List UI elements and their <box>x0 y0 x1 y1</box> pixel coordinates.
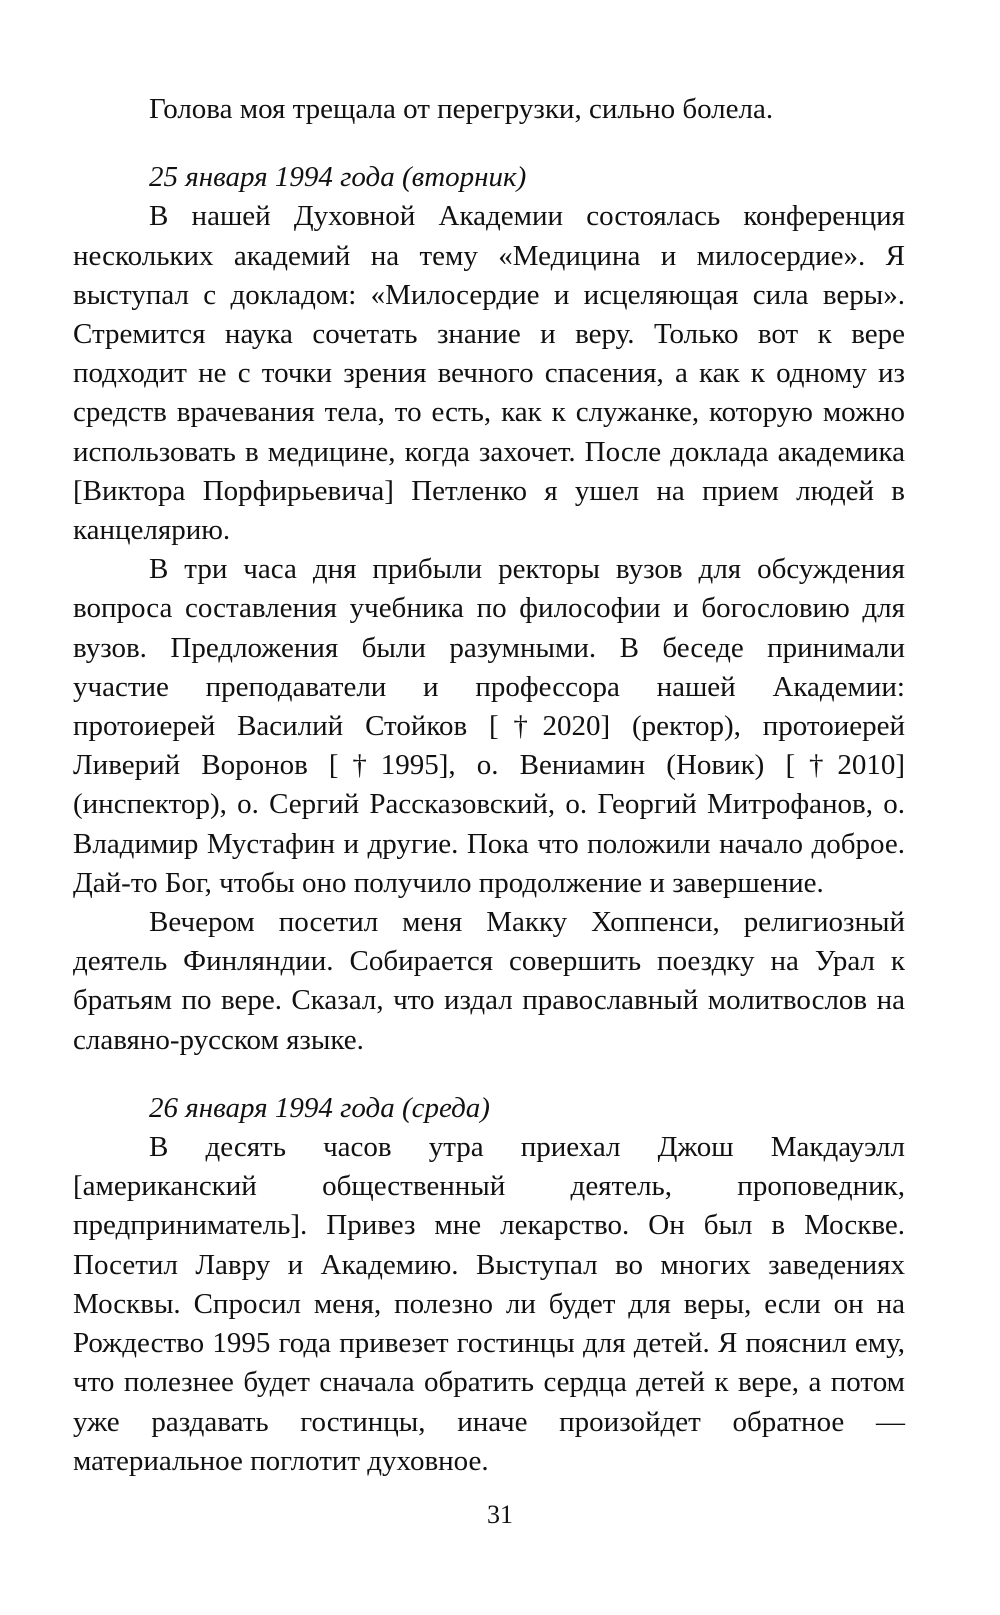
opening-paragraph: Голова моя трещала от перегрузки, сильно болела. <box>149 93 774 125</box>
entry-date: 26 января 1994 года (среда) <box>149 1091 490 1124</box>
entry-paragraph: В три часа дня прибыли ректоры вузов для обсуждения вопроса составления учебника по философии и богословию для вузов. Предложения были разумными. В беседе принимали участие преподаватели и профессора нашей Академии: протоиерей Василий Стойков [†2020] (ректор), протоиерей Ливерий Воронов [†1995], о. Вениамин (Новик) [†2010] (инспектор), о. Сергий Рассказовский, о. Георгий Митрофанов, о. Владимир Мустафин и другие. Пока что положили начало доброе. Дай-то Бог, чтобы оно получило продолжение и завершение. <box>73 553 905 899</box>
entry-paragraph: В нашей Духовной Академии состоялась конференция нескольких академий на тему «Медицина и милосердие». Я выступал с докладом: «Милосердие и исцеляющая сила веры». Стремится наука сочетать знание и веру. Только вот к вере подходит не с точки зрения вечного спасения, а как к одному из средств врачевания тела, то есть, как к служанке, которую можно использовать в медицине, когда захочет. После доклада академика [Виктора Порфирьевича] Петленко я ушел на прием людей в канцелярию. <box>73 200 905 547</box>
page-number: 31 <box>487 1500 513 1529</box>
diary-entry-jan-25 <box>73 158 905 1060</box>
entry-paragraph: В десять часов утра приехал Джош Макдауэлл [американский общественный деятель, проповедник, предприниматель]. Привез мне лекарство. Он был в Москве. Посетил Лавру и Академию. Выступал во многих заведениях Москвы. Спросил меня, полезно ли будет для веры, если он на Рождество 1995 года привезет гостинцы для детей. Я пояснил ему, что полезнее будет сначала обратить сердца детей к вере, а потом уже раздавать гостинцы, иначе произойдет обратное — материальное поглотит духовное. <box>73 1131 905 1477</box>
entry-paragraph: Вечером посетил меня Макку Хоппенси, религиозный деятель Финляндии. Собирается совершить поездку на Урал к братьям по вере. Сказал, что издал православный молитвослов на славяно-русском языке. <box>73 906 905 1056</box>
section-gap <box>73 129 905 158</box>
section-gap <box>73 1060 905 1089</box>
diary-entry-jan-26 <box>73 1089 905 1481</box>
entry-date: 25 января 1994 года (вторник) <box>149 161 527 194</box>
